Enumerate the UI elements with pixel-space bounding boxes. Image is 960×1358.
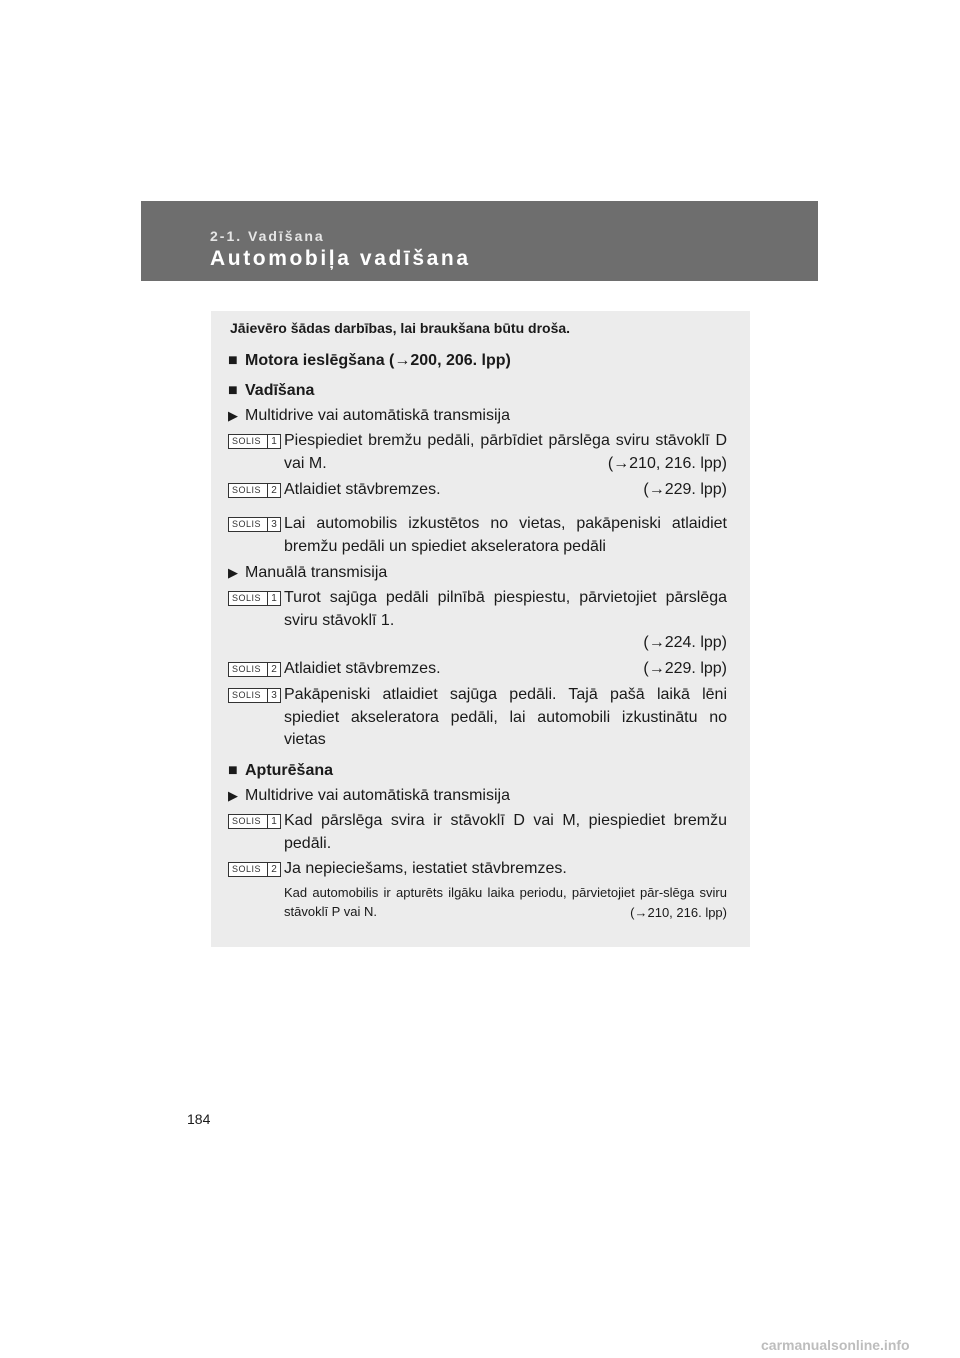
page-reference: (→229. lpp): [643, 481, 727, 498]
step-badge: SOLIS 2: [228, 862, 281, 877]
heading-stopping: [228, 762, 333, 780]
step-badge: SOLIS 1: [228, 591, 281, 606]
step-text: Lai automobilis izkustētos no vietas, pakāpeniski atlaidiet bremžu pedāli un spiediet akseleratora pedāli: [284, 515, 727, 555]
subheading-text: Multidrive vai automātiskā transmisija: [245, 787, 510, 804]
chapter-header: [141, 201, 818, 281]
heading-text: Motora ieslēgšana (→200, 206. lpp): [245, 352, 511, 369]
page-reference: (→210, 216. lpp): [607, 455, 727, 472]
triangle-bullet-icon: ▶: [228, 408, 238, 423]
section-label: 2-1. Vadīšana: [210, 228, 325, 244]
square-bullet-icon: ■: [228, 382, 238, 399]
square-bullet-icon: ■: [228, 762, 238, 779]
watermark: carmanualsonline.info: [761, 1337, 910, 1353]
page-reference: (→210, 216. lpp): [630, 905, 727, 920]
step-text: Pakāpeniski atlaidiet sajūga pedāli. Tajā pašā laikā lēni spiediet akseleratora pedāli, lai automobili izkustinātu no vietas: [284, 686, 727, 748]
step-text: Atlaidiet stāvbremzes.: [284, 481, 441, 498]
note-text: Kad automobilis ir apturēts ilgāku laika periodu, pārvietojiet pār-slēga sviru stāvoklī P vai N.: [284, 885, 727, 919]
step-text: Turot sajūga pedāli pilnībā piespiestu, pārvietojiet pārslēga sviru stāvoklī 1.: [284, 589, 727, 629]
page-number: 184: [187, 1111, 211, 1127]
heading-text: Apturēšana: [245, 762, 334, 779]
subheading-text: Manuālā transmisija: [245, 564, 388, 581]
page-reference: (→224. lpp): [643, 634, 727, 651]
subheading-auto-transmission-stop: [228, 787, 510, 805]
step-text: Piespiediet bremžu pedāli, pārbīdiet pārslēga sviru stāvoklī D vai M.: [284, 432, 727, 472]
subheading-text: Multidrive vai automātiskā transmisija: [245, 407, 510, 424]
heading-text: Vadīšana: [245, 382, 315, 399]
heading-engine-start: [228, 352, 511, 370]
subheading-auto-transmission: [228, 407, 510, 425]
step-badge: SOLIS 1: [228, 814, 281, 829]
subheading-manual-transmission: [228, 564, 387, 582]
step-text: Ja nepieciešams, iestatiet stāvbremzes.: [284, 860, 567, 877]
square-bullet-icon: ■: [228, 352, 238, 369]
triangle-bullet-icon: ▶: [228, 788, 238, 803]
step-text: Kad pārslēga svira ir stāvoklī D vai M, piespiediet bremžu pedāli.: [284, 812, 727, 852]
page-reference: (→229. lpp): [643, 660, 727, 677]
triangle-bullet-icon: ▶: [228, 565, 238, 580]
step-badge: SOLIS 2: [228, 483, 281, 498]
step-badge: SOLIS 3: [228, 517, 281, 532]
intro-text: Jāievēro šādas darbības, lai braukšana būtu droša.: [230, 320, 571, 336]
step-badge: SOLIS 3: [228, 688, 281, 703]
page-title: Automobiļa vadīšana: [210, 247, 471, 270]
step-text: Atlaidiet stāvbremzes.: [284, 660, 441, 677]
step-badge: SOLIS 2: [228, 662, 281, 677]
step-badge: SOLIS 1: [228, 434, 281, 449]
heading-driving: [228, 382, 314, 400]
